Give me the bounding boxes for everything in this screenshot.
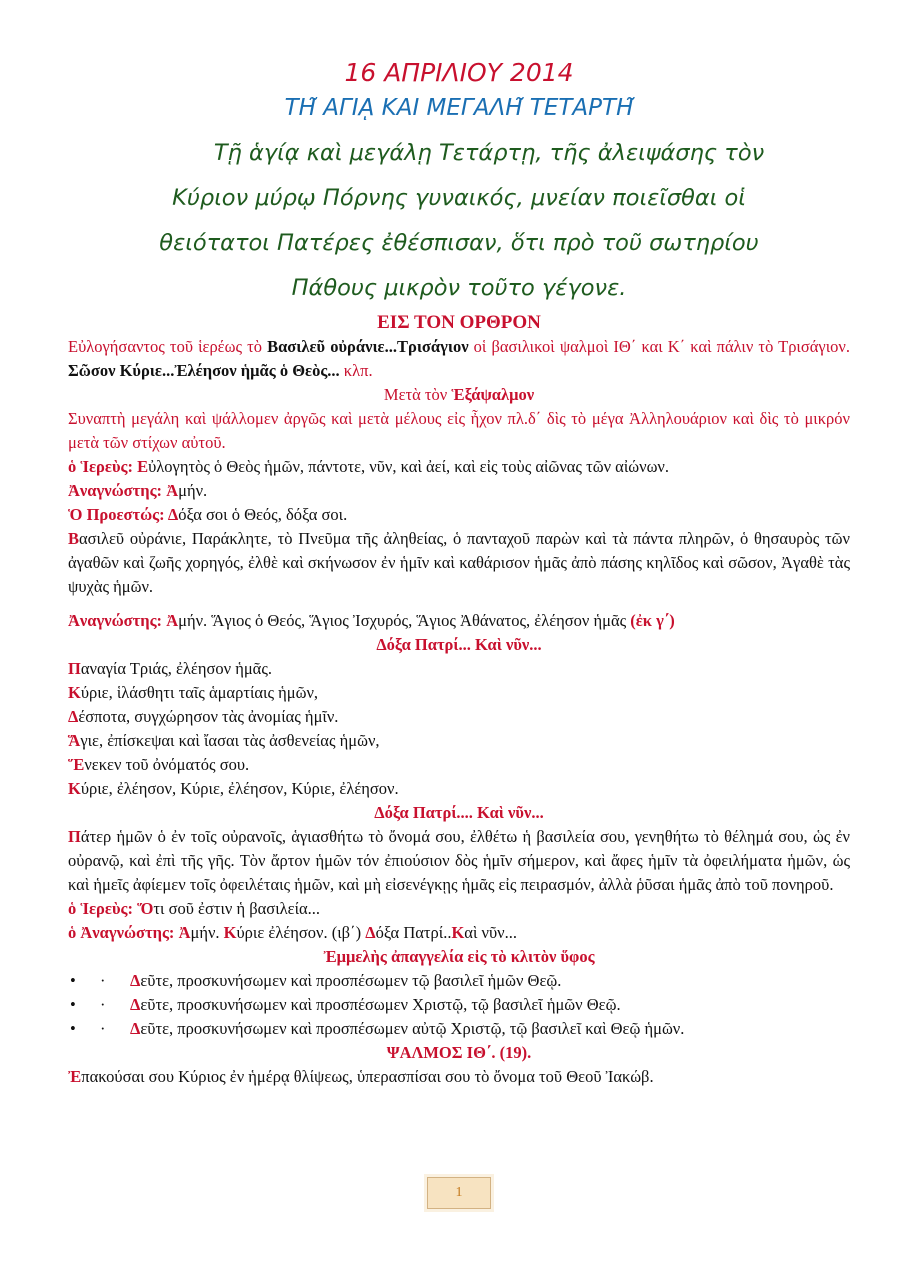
emmelis-heading: Ἐμμελὴς ἀπαγγελία εἰς τὸ κλιτὸν ὕφος <box>323 947 595 966</box>
drop-cap: Κ <box>68 683 81 702</box>
line-text: ὐλογητὸς ὁ Θεὸς ἡμῶν, πάντοτε, νῦν, καὶ ἀεί, καὶ εἰς τοὺς αἰῶνας τῶν αἰώνων. <box>148 457 670 476</box>
line-text: όξα σοι ὁ Θεός, δόξα σοι. <box>178 505 348 524</box>
proestos-line <box>68 503 850 527</box>
feast-title: ΤΗ͂ ΑΓΙᾼ ΚΑΙ ΜΕΓΑΛΗ͂ ΤΕΤΑΡΤΗ͂ <box>284 95 634 121</box>
drop-cap: Δ <box>130 995 141 1014</box>
repeat-note: (ἐκ γ΄) <box>630 611 675 630</box>
list-item <box>68 993 850 1017</box>
line-text: πακούσαι σου Κύριος ἐν ἡμέρᾳ θλίψεως, ὑπερασπίσαι σου τὸ ὄνομα τοῦ Θεοῦ Ἰακώβ. <box>81 1067 654 1086</box>
intro-line-1: Τῇ ἁγίᾳ καὶ μεγάλῃ Τετάρτῃ, τῆς ἀλειψάσης τὸν <box>213 140 765 166</box>
rubric-text: κλπ. <box>339 361 373 380</box>
reader-trisagion <box>68 609 850 633</box>
line-text: εῦτε, προσκυνήσωμεν καὶ προσπέσωμεν Χριστῷ, τῷ βασιλεῖ ἡμῶν Θεῷ. <box>140 995 621 1014</box>
prayer-line <box>68 729 850 753</box>
drop-cap: Κ <box>223 923 237 942</box>
hexapsalmos-heading <box>68 383 850 407</box>
rubric-text: οἱ βασιλικοὶ ψαλμοὶ ΙΘ΄ και Κ΄ καὶ πάλιν τὸ Τρισάγιον. <box>468 337 850 356</box>
line-text: έσποτα, συγχώρησον τὰς ἀνομίας ἡμῖν. <box>78 707 339 726</box>
prayer-text: ασιλεῦ οὐράνιε, Παράκλητε, τὸ Πνεῦμα τῆς ἀληθείας, ὁ πανταχοῦ παρὼν καὶ τὰ πάντα πληρῶν, ὁ θησαυρὸς τῶν ἀγαθῶν καὶ ζωῆς χορηγός, ἐλθὲ καὶ σκήνωσον ἐν ἡμῖν καὶ καθάρισον ἡμᾶς ἀπὸ πάσης κηλῖδος καὶ σῶσον, Ἀγαθὲ τὰς ψυχὰς ἡμῶν. <box>68 529 850 596</box>
lords-prayer <box>68 825 850 897</box>
drop-cap: Ἐ <box>68 1067 82 1086</box>
dot-icon: · <box>100 995 106 1014</box>
intro-line-2: Κύριον μύρῳ Πόρνης γυναικός, μνείαν ποιεῖσθαι οἱ <box>172 185 746 211</box>
page-number: 1 <box>427 1177 491 1209</box>
drop-cap: Κ <box>68 779 81 798</box>
role-label: ὁ Ἱερεὺς: <box>68 899 138 918</box>
intro-line-4: Πάθους μικρὸν τοῦτο γέγονε. <box>291 275 627 301</box>
dot-icon: · <box>100 971 106 990</box>
intro-line-3: θειότατοι Πατέρες ἐθέσπισαν, ὅτι πρὸ τοῦ σωτηρίου <box>159 230 759 256</box>
priest-ekphonesis <box>68 897 850 921</box>
prayer-line <box>68 681 850 705</box>
drop-cap: Ἅ <box>68 731 81 750</box>
role-label: Ὁ Προεστώς: <box>68 505 168 524</box>
prayer-line <box>68 753 850 777</box>
line-text: όξα Πατρί.. <box>375 923 452 942</box>
drop-cap: Ε <box>137 457 149 476</box>
drop-cap: Δ <box>130 1019 141 1038</box>
list-item <box>68 1017 850 1041</box>
rubric-bold: Βασιλεῦ οὐράνιε...Τρισάγιον <box>267 337 469 356</box>
priest-line <box>68 455 850 479</box>
line-text: μήν. <box>190 923 224 942</box>
drop-cap: Π <box>68 827 81 846</box>
drop-cap: Ὅ <box>137 899 154 918</box>
role-label: ὁ Ἀναγνώστης: <box>68 923 179 942</box>
prayer-line <box>68 657 850 681</box>
bullet-icon: • <box>70 971 76 990</box>
role-label: Ἀναγνώστης: <box>68 481 167 500</box>
line-text: ύριε, ἐλέησον, Κύριε, ἐλέησον, Κύριε, ἐλέησον. <box>80 779 399 798</box>
drop-cap: Ἀ <box>166 481 179 500</box>
list-item <box>68 969 850 993</box>
line-text: αναγία Τριάς, ἐλέησον ἡμᾶς. <box>80 659 272 678</box>
drop-cap: Κ <box>451 923 465 942</box>
prayer-text: άτερ ἡμῶν ὁ ἐν τοῖς οὐρανοῖς, ἁγιασθήτω τὸ ὄνομά σου, ἐλθέτω ἡ βασιλεία σου, γενηθήτω τὸ θέλημά σου, ὡς ἐν οὐρανῷ, καὶ ἐπὶ τῆς γῆς. Τὸν ἄρτον ἡμῶν τόν ἐπιούσιον δὸς ἡμῖν σήμερον, καὶ ἄφες ἡμῖν τὰ ὀφειλήματα ἡμῶν, ὡς καὶ ἡμεῖς ἀφίεμεν τοῖς ὀφειλέταις ἡμῶν, καὶ μὴ εἰσενέγκῃς ἡμᾶς εἰς πειρασμόν, ἀλλὰ ῥῦσαι ἡμᾶς ἀπὸ τοῦ πονηροῦ. <box>68 827 850 894</box>
psalm-verse <box>68 1065 850 1089</box>
line-text: αὶ νῦν... <box>464 923 517 942</box>
document-page <box>68 55 850 1089</box>
prayer-line <box>68 777 850 801</box>
prayer-lines <box>68 657 850 801</box>
date-heading: 16 ΑΠΡΙΛΙΟΥ 2014 <box>344 58 574 87</box>
line-text: μήν. <box>178 481 208 500</box>
line-text: γιε, ἐπίσκεψαι καὶ ἴασαι τὰς ἀσθενείας ἡμῶν, <box>80 731 380 750</box>
drop-cap: Ἀ <box>178 923 191 942</box>
doxa-heading-1: Δόξα Πατρί... Καὶ νῦν... <box>376 635 542 654</box>
line-text: ύριε ἐλέησον. (ιβ΄) <box>236 923 366 942</box>
rubric-synapti: Συναπτὴ μεγάλη καὶ ψάλλομεν ἀργῶς καὶ μετὰ μέλους εἰς ἦχον πλ.δ΄ δὶς τὸ μέγα Ἀλληλουάριον καὶ δὶς τὸ μικρόν μετὰ τῶν στίχων αὐτοῦ. <box>68 409 850 452</box>
drop-cap: Ἀ <box>166 611 179 630</box>
line-text: εῦτε, προσκυνήσωμεν καὶ προσπέσωμεν τῷ βασιλεῖ ἡμῶν Θεῷ. <box>140 971 562 990</box>
section-title: ΕΙΣ ΤΟΝ ΟΡΘΡΟΝ <box>377 312 541 333</box>
line-text: ύριε, ἱλάσθητι ταῖς ἁμαρτίαις ἡμῶν, <box>80 683 319 702</box>
reader-amen <box>68 921 850 945</box>
line-text: μήν. Ἅγιος ὁ Θεός, Ἅγιος Ἰσχυρός, Ἅγιος Ἀθάνατος, ἐλέησον ἡμᾶς <box>178 611 631 630</box>
psalm-title: ΨΑΛΜΟΣ ΙΘ΄. (19). <box>386 1043 532 1062</box>
heading-text: Μετὰ τὸν <box>383 385 452 404</box>
line-text: νεκεν τοῦ ὀνόματός σου. <box>84 755 250 774</box>
heading-bold: Ἑξάψαλμον <box>451 385 535 404</box>
line-text: εῦτε, προσκυνήσωμεν καὶ προσπέσωμεν αὐτῷ Χριστῷ, τῷ βασιλεῖ καὶ Θεῷ ἡμῶν. <box>140 1019 685 1038</box>
line-text: τι σοῦ ἐστιν ἡ βασιλεία... <box>153 899 321 918</box>
prayer-line <box>68 705 850 729</box>
rubric-bold: Σῶσον Κύριε...Ἐλέησον ἡμᾶς ὁ Θεὸς... <box>68 361 340 380</box>
rubric-text: Εὐλογήσαντος τοῦ ἱερέως τὸ <box>68 337 268 356</box>
drop-cap: Δ <box>365 923 376 942</box>
drop-cap: Δ <box>130 971 141 990</box>
drop-cap: Ἕ <box>68 755 85 774</box>
basileu-prayer <box>68 527 850 599</box>
rubric-opening <box>68 335 850 383</box>
reader-line <box>68 479 850 503</box>
bullet-icon: • <box>70 995 76 1014</box>
drop-cap: Π <box>68 659 81 678</box>
bullet-icon: • <box>70 1019 76 1038</box>
role-label: ὁ Ἱερεὺς: <box>68 457 138 476</box>
dot-icon: · <box>100 1019 106 1038</box>
role-label: Ἀναγνώστης: <box>68 611 167 630</box>
intro-synaxarion <box>68 131 850 311</box>
drop-cap: Β <box>68 529 80 548</box>
drop-cap: Δ <box>167 505 179 524</box>
doxa-heading-2: Δόξα Πατρί.... Καὶ νῦν... <box>374 803 544 822</box>
deute-list <box>68 969 850 1041</box>
drop-cap: Δ <box>68 707 79 726</box>
